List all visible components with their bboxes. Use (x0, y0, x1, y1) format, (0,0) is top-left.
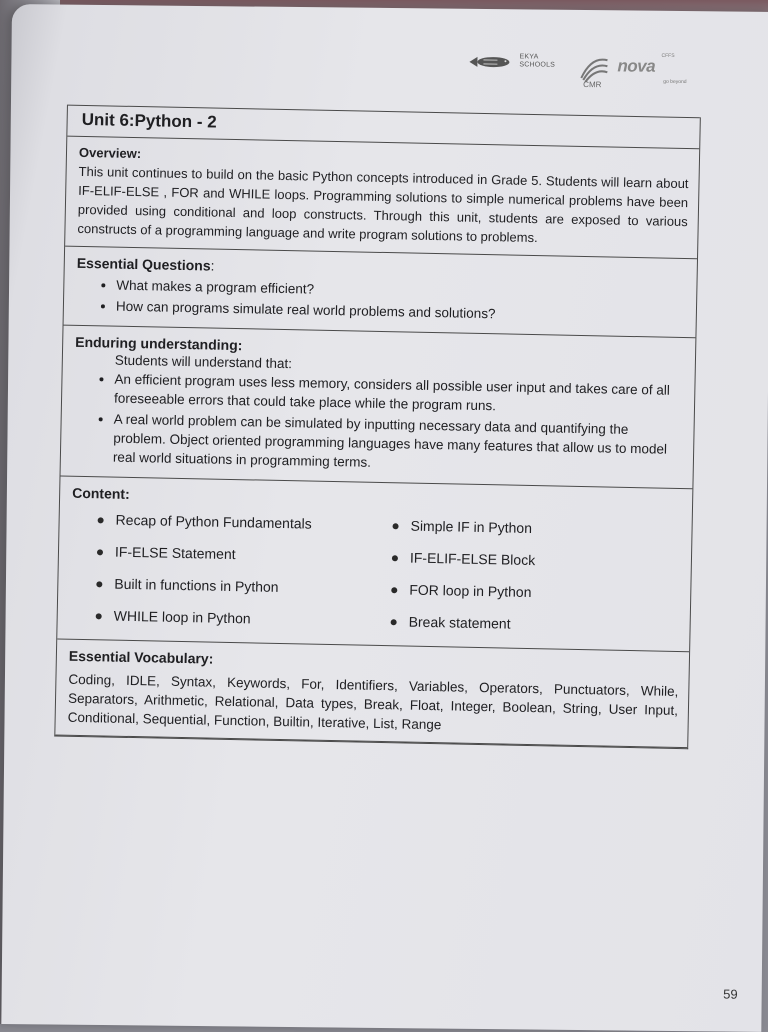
overview-text: This unit continues to build on the basic Python concepts introduced in Grade 5. Students will learn about IF-ELIF-ELSE , FOR and WHILE loops. Programming solutions to simple numerical problems have been provided using conditional and loop constructs. Through this unit, students are exposed to various constructs of a programming language and write program solutions to problems. (77, 163, 689, 246)
vocabulary-text: Coding, IDLE, Syntax, Keywords, For, Identifiers, Variables, Operators, Punctuators, While, Separators, Arithmetic, Relational, Data types, Break, Float, Integer, Boolean, String, User Input, Conditional, Sequential, Function, Builtin, Iterative, List, Range (67, 671, 679, 733)
list-item: IF-ELSE Statement (91, 543, 386, 565)
page-number: 59 (723, 986, 738, 1002)
content-list (70, 511, 682, 635)
content-section (57, 477, 692, 653)
essential-questions-heading-text: Essential Questions (76, 254, 211, 274)
list-item: • An efficient program uses less memory, considers all possible user input and takes care of all foreseeable errors that could take place while the program runs. (114, 370, 685, 419)
content-heading: Content: (72, 484, 130, 502)
enduring-understanding-list (73, 369, 685, 478)
vocabulary-heading: Essential Vocabulary: (68, 647, 214, 667)
book-page (1, 4, 768, 1032)
nova-sub-label: CFFS (661, 52, 675, 59)
essential-questions-list (76, 275, 687, 327)
ekya-label: EKYA (519, 53, 539, 61)
nova-tagline: go beyond (663, 78, 687, 86)
list-item: Recap of Python Fundamentals (91, 511, 386, 533)
list-item: Break statement (385, 613, 680, 635)
unit-title: Unit 6:Python - 2 (67, 105, 700, 150)
unit-table (54, 105, 701, 750)
overview-heading: Overview: (78, 144, 142, 162)
schools-label: SCHOOLS (519, 61, 556, 69)
school-logos (467, 49, 697, 99)
essential-questions-section (64, 247, 697, 339)
overview-section (65, 137, 699, 260)
vocabulary-section (55, 640, 689, 749)
enduring-understanding-heading: Enduring understanding: (75, 333, 243, 354)
list-item: • How can programs simulate real world problems and solutions? (116, 297, 686, 327)
ekya-schools-label (519, 53, 555, 69)
essential-questions-colon: : (210, 257, 215, 274)
list-item: FOR loop in Python (385, 581, 680, 603)
list-item: IF-ELIF-ELSE Block (386, 549, 681, 571)
list-item: • What makes a program efficient? (116, 276, 686, 306)
ekya-fish-logo-icon (467, 55, 513, 69)
enduring-understanding-intro: Students will understand that: (114, 352, 293, 372)
list-item: • A real world problem can be simulated by inputting necessary data and quantifying the problem. Object oriented programming languages have many features that allow us to model real world situations in programming terms. (113, 410, 684, 478)
enduring-understanding-section (61, 326, 696, 490)
cmr-label: CMR (583, 80, 602, 90)
nova-logo: nova (617, 56, 656, 76)
list-item: WHILE loop in Python (90, 607, 385, 629)
list-item: Simple IF in Python (386, 517, 681, 539)
list-item: Built in functions in Python (90, 575, 385, 597)
